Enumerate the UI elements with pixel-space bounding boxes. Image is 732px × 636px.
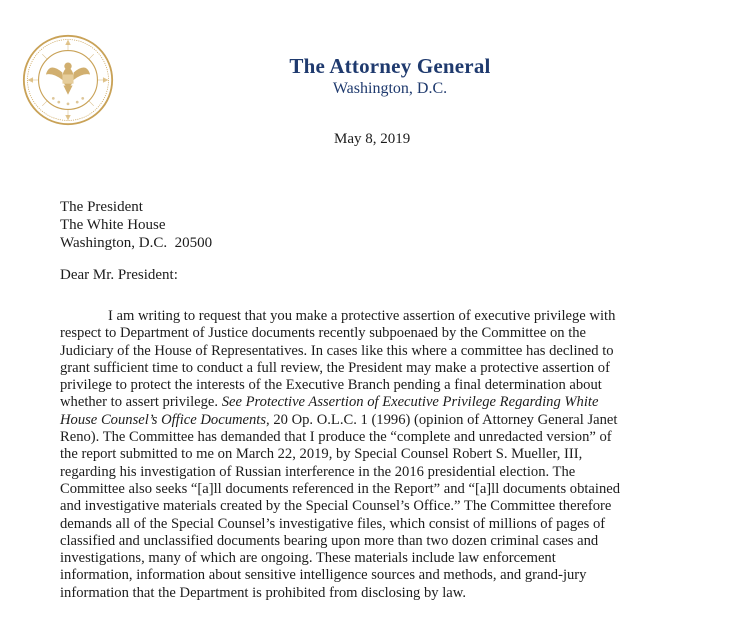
salutation: Dear Mr. President:	[60, 267, 178, 283]
letterhead-location: Washington, D.C.	[332, 80, 448, 97]
body-line: the report submitted to me on March 22, 2019, by Special Counsel Robert S. Mueller, III,	[60, 446, 583, 463]
body-line: information, information about sensitive intelligence sources and methods, and grand-jury	[60, 567, 587, 584]
body-line: grant sufficient time to conduct a full review, the President may make a protective assertion of	[60, 359, 610, 376]
recipient-line: The President	[60, 199, 143, 215]
letterhead-title: The Attorney General	[289, 54, 491, 78]
body-line: and investigative materials created by the Special Counsel’s Office.” The Committee therefore	[60, 498, 612, 515]
body-line	[60, 412, 710, 429]
body-text: whether to assert privilege.	[60, 394, 222, 411]
body-line: information that the Department is prohibited from disclosing by law.	[60, 584, 466, 601]
recipient-line: The White House	[60, 217, 166, 233]
body-text: , 20 Op. O.L.C. 1 (1996) (opinion of Attorney General Janet	[266, 411, 618, 428]
recipient-line: Washington, D.C. 20500	[60, 235, 213, 251]
body-line: privilege to protect the interests of the Executive Branch pending a final determination about	[60, 377, 602, 394]
letter-date: May 8, 2019	[334, 131, 411, 147]
body-line: I am writing to request that you make a protective assertion of executive privilege with	[108, 308, 616, 324]
body-line: regarding his investigation of Russian interference in the 2016 presidential election. The	[60, 463, 576, 480]
body-line: Judiciary of the House of Representatives. In cases like this where a committee has declined to	[60, 342, 614, 359]
body-line: Committee also seeks “[a]ll documents referenced in the Report” and “[a]ll documents obtained	[60, 480, 621, 497]
body-line: investigations, many of which are ongoing. These materials include law enforcement	[60, 550, 556, 567]
body-line: Reno). The Committee has demanded that I produce the “complete and unredacted version” of	[60, 429, 612, 446]
body-line	[60, 394, 710, 411]
recipient-address	[60, 198, 212, 252]
body-line: respect to Department of Justice documents recently subpoenaed by the Committee on the	[60, 325, 587, 342]
letter-body-paragraph	[60, 308, 710, 602]
department-of-justice-seal-icon	[22, 34, 114, 126]
body-line: classified and unclassified documents bearing upon more than two dozen criminal cases and	[60, 532, 599, 549]
body-line: demands all of the Special Counsel’s investigative files, which consist of millions of pages of	[60, 515, 606, 532]
citation-italic: House Counsel’s Office Documents	[60, 411, 267, 428]
citation-italic: See Protective Assertion of Executive Privilege Regarding White	[221, 394, 599, 411]
